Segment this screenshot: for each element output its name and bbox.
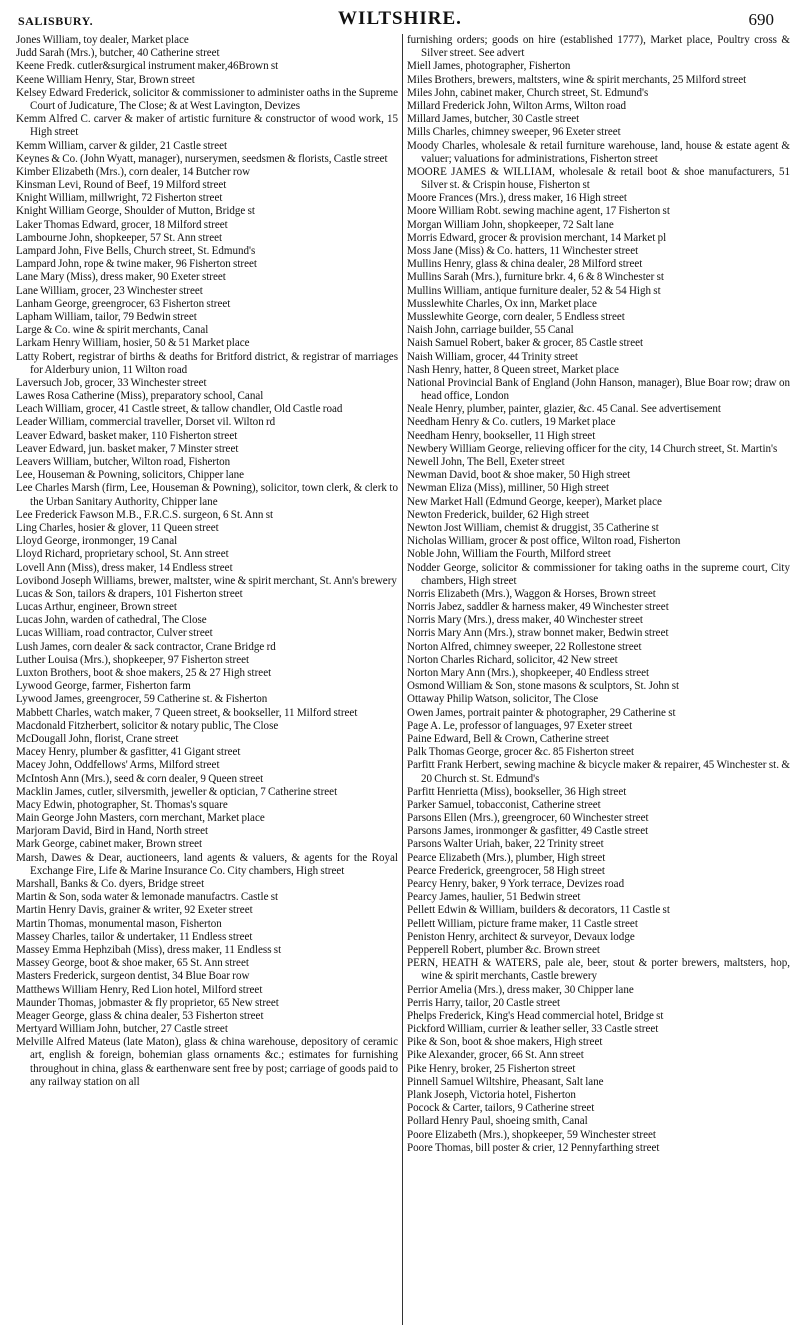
directory-entry: Lane Mary (Miss), dress maker, 90 Exeter street <box>16 271 226 284</box>
directory-entry: Mullins Sarah (Mrs.), furniture brkr. 4, 6 & 8 Winchester st <box>407 271 664 284</box>
directory-entry: Mertyard William John, butcher, 27 Castle street <box>16 1023 228 1036</box>
directory-entry: Larkam Henry William, hosier, 50 & 51 Market place <box>16 337 250 350</box>
directory-entry: Nash Henry, hatter, 8 Queen street, Market place <box>407 363 619 376</box>
directory-entry: Marjoram David, Bird in Hand, North street <box>16 825 209 838</box>
page-header <box>12 6 788 32</box>
directory-entry: Newman Eliza (Miss), milliner, 50 High street <box>407 482 610 495</box>
directory-entry: Luxton Brothers, boot & shoe makers, 25 & 27 High street <box>16 667 272 679</box>
directory-entry: Pearcy James, haulier, 51 Bedwin street <box>407 891 581 904</box>
directory-columns <box>16 34 790 1325</box>
directory-entry: Parsons James, ironmonger & gasfitter, 49 Castle street <box>407 825 649 838</box>
directory-entry: Lloyd George, ironmonger, 19 Canal <box>16 535 178 548</box>
directory-entry: Norris Jabez, saddler & harness maker, 49 Winchester street <box>407 601 669 614</box>
directory-entry: Lambourne John, shopkeeper, 57 St. Ann street <box>16 231 223 244</box>
directory-entry: Norton Alfred, chimney sweeper, 22 Rollestone street <box>407 640 642 653</box>
directory-entry: Perris Harry, tailor, 20 Castle street <box>407 996 561 1009</box>
directory-entry: Paine Edward, Bell & Crown, Catherine street <box>407 732 609 745</box>
directory-entry: Marsh, Dawes & Dear, auctioneers, land agents & valuers, & agents for the Royal Exchange Fire, Life & Marine Insurance Co. City chambers, High street <box>16 851 398 877</box>
directory-entry: Masters Frederick, surgeon dentist, 34 Blue Boar row <box>16 970 250 983</box>
directory-entry: Keene Fredk. cutler&surgical instrument maker,46Brown st <box>16 60 279 73</box>
directory-entry: Mullins William, antique furniture dealer, 52 & 54 High st <box>407 284 661 297</box>
directory-entry: Lywood James, greengrocer, 59 Catherine st. & Fisherton <box>16 693 268 706</box>
directory-entry: Matthews William Henry, Red Lion hotel, Milford street <box>16 983 263 996</box>
directory-entry: National Provincial Bank of England (John Hanson, manager), Blue Boar row; draw on head office, London <box>407 376 790 403</box>
directory-entry: Macey Henry, plumber & gasfitter, 41 Gigant street <box>16 746 241 759</box>
directory-entry: Moore William Robt. sewing machine agent, 17 Fisherton st <box>407 205 670 218</box>
directory-entry: Parker Samuel, tobacconist, Catherine street <box>407 798 601 811</box>
directory-entry: Morgan William John, shopkeeper, 72 Salt lane <box>407 218 614 231</box>
directory-entry: Meager George, glass & china dealer, 53 Fisherton street <box>16 1009 264 1022</box>
directory-entry: New Market Hall (Edmund George, keeper), Market place <box>407 495 662 508</box>
directory-entry: Lapham William, tailor, 79 Bedwin street <box>16 310 197 323</box>
directory-entry: Leaver Edward, basket maker, 110 Fisherton street <box>16 429 238 442</box>
directory-entry: Kelsey Edward Frederick, solicitor & commissioner to administer oaths in the Supreme Court of Judicature, The Close; & at West Lavington, Devizes <box>16 86 398 112</box>
directory-entry: Lovell Ann (Miss), dress maker, 14 Endless street <box>16 561 233 574</box>
directory-entry: Leaver Edward, jun. basket maker, 7 Minster street <box>16 442 239 455</box>
directory-entry: Newell John, The Bell, Exeter street <box>407 456 565 468</box>
directory-entry: Lush James, corn dealer & sack contractor, Crane Bridge rd <box>16 640 276 653</box>
directory-entry: Parfitt Henrietta (Miss), bookseller, 36 High street <box>407 785 627 798</box>
directory-entry: PERN, HEATH & WATERS, pale ale, beer, stout & porter brewers, maltsters, hop, wine & spirit merchants, Castle brewery <box>407 957 790 983</box>
directory-entry: Perrior Amelia (Mrs.), dress maker, 30 Chipper lane <box>407 983 634 996</box>
directory-entry: Needham Henry & Co. cutlers, 19 Market place <box>407 416 616 429</box>
directory-entry: Millard Frederick John, Wilton Arms, Wilton road <box>407 99 627 112</box>
directory-entry: Luther Louisa (Mrs.), shopkeeper, 97 Fisherton street <box>16 653 250 666</box>
directory-entry: Knight William, millwright, 72 Fisherton street <box>16 192 223 205</box>
directory-entry: Pearcy Henry, baker, 9 York terrace, Devizes road <box>407 878 625 890</box>
directory-entry: Lywood George, farmer, Fisherton farm <box>16 680 191 693</box>
directory-entry: Newton Jost William, chemist & druggist, 35 Catherine st <box>407 521 659 534</box>
directory-entry: Pike & Son, boot & shoe makers, High street <box>407 1036 603 1049</box>
directory-entry: Lanham George, greengrocer, 63 Fisherton street <box>16 297 231 310</box>
directory-entry: Miles John, cabinet maker, Church street, St. Edmund's <box>407 86 649 99</box>
directory-entry: Osmond William & Son, stone masons & sculptors, St. John st <box>407 680 680 693</box>
directory-entry: Newbery William George, relieving officer for the city, 14 Church street, St. Martin's <box>407 442 778 455</box>
directory-entry: Massey Charles, tailor & undertaker, 11 Endless street <box>16 930 253 943</box>
directory-entry: Large & Co. wine & spirit merchants, Canal <box>16 324 209 337</box>
directory-entry: Keynes & Co. (John Wyatt, manager), nurserymen, seedsmen & florists, Castle street <box>16 152 388 165</box>
directory-entry: Lucas John, warden of cathedral, The Close <box>16 614 207 627</box>
directory-entry: Parsons Walter Uriah, baker, 22 Trinity street <box>407 838 604 851</box>
directory-entry: Phelps Frederick, King's Head commercial hotel, Bridge st <box>407 1009 664 1022</box>
directory-entry: Pinnell Samuel Wiltshire, Pheasant, Salt lane <box>407 1075 604 1088</box>
running-head-town: SALISBURY. <box>18 14 94 28</box>
directory-entry: Ottaway Philip Watson, solicitor, The Close <box>407 693 599 706</box>
directory-entry: McIntosh Ann (Mrs.), seed & corn dealer, 9 Queen street <box>16 772 264 785</box>
directory-entry: Moss Jane (Miss) & Co. hatters, 11 Winchester street <box>407 245 639 257</box>
directory-entry: Poore Thomas, bill poster & crier, 12 Pennyfarthing street <box>407 1141 660 1154</box>
directory-entry: Musslewhite George, corn dealer, 5 Endless street <box>407 310 625 323</box>
directory-entry: Norris Mary Ann (Mrs.), straw bonnet maker, Bedwin street <box>407 627 669 640</box>
directory-entry: Main George John Masters, corn merchant, Market place <box>16 812 265 825</box>
running-head-county: WILTSHIRE. <box>338 8 462 29</box>
directory-entry: Kinsman Levi, Round of Beef, 19 Milford street <box>16 179 227 192</box>
directory-entry: Maunder Thomas, jobmaster & fly proprietor, 65 New street <box>16 996 279 1009</box>
directory-entry: Pearce Frederick, greengrocer, 58 High street <box>407 864 605 877</box>
directory-entry: Pepperell Robert, plumber &c. Brown street <box>407 943 600 956</box>
directory-entry: Lawes Rosa Catherine (Miss), preparatory school, Canal <box>16 390 264 403</box>
directory-entry: Lovibond Joseph Williams, brewer, maltster, wine & spirit merchant, St. Ann's brewery <box>16 574 397 587</box>
directory-entry: Musslewhite Charles, Ox inn, Market place <box>407 297 597 310</box>
directory-entry: Jones William, toy dealer, Market place <box>16 34 189 46</box>
directory-entry: Macdonald Fitzherbert, solicitor & notary public, The Close <box>16 719 279 732</box>
directory-entry: Pike Alexander, grocer, 66 St. Ann street <box>407 1049 584 1062</box>
directory-entry: Millard James, butcher, 30 Castle street <box>407 113 580 126</box>
directory-entry: Lucas & Son, tailors & drapers, 101 Fisherton street <box>16 587 243 600</box>
directory-entry: Pickford William, currier & leather seller, 33 Castle street <box>407 1023 659 1036</box>
directory-entry: Needham Henry, bookseller, 11 High street <box>407 429 596 442</box>
directory-entry: Noble John, William the Fourth, Milford street <box>407 548 611 561</box>
directory-entry: McDougall John, florist, Crane street <box>16 732 179 745</box>
directory-entry: Moody Charles, wholesale & retail furniture warehouse, land, house & estate agent & valuer; valuations for administrations, Fisherton street <box>407 139 790 165</box>
directory-entry: Mabbett Charles, watch maker, 7 Queen street, & bookseller, 11 Milford street <box>16 706 358 719</box>
directory-entry: Laversuch Job, grocer, 33 Winchester street <box>16 376 207 389</box>
directory-entry: Laker Thomas Edward, grocer, 18 Milford street <box>16 218 228 231</box>
directory-entry: Miles Brothers, brewers, maltsters, wine & spirit merchants, 25 Milford street <box>407 73 747 86</box>
directory-entry: Pike Henry, broker, 25 Fisherton street <box>407 1062 576 1075</box>
directory-entry: Mullins Henry, glass & china dealer, 28 Milford street <box>407 258 643 271</box>
directory-entry: Page A. Le, professor of languages, 97 Exeter street <box>407 719 633 732</box>
directory-entry: Lucas William, road contractor, Culver street <box>16 627 213 640</box>
directory-entry: Plank Joseph, Victoria hotel, Fisherton <box>407 1089 576 1101</box>
directory-entry: Pearce Elizabeth (Mrs.), plumber, High street <box>407 851 606 864</box>
directory-entry: Palk Thomas George, grocer &c. 85 Fisherton street <box>407 746 635 759</box>
directory-entry: Knight William George, Shoulder of Mutton, Bridge st <box>16 205 255 218</box>
directory-entry: Massey Emma Hephzibah (Miss), dress maker, 11 Endless st <box>16 943 282 956</box>
directory-entry: Mark George, cabinet maker, Brown street <box>16 838 203 851</box>
directory-entry: Pellett Edwin & William, builders & decorators, 11 Castle st <box>407 904 670 917</box>
directory-entry: Kemm William, carver & gilder, 21 Castle street <box>16 139 228 152</box>
directory-entry: Owen James, portrait painter & photographer, 29 Catherine st <box>407 706 676 719</box>
directory-entry: Mills Charles, chimney sweeper, 96 Exeter street <box>407 126 621 139</box>
directory-entry: Lane William, grocer, 23 Winchester street <box>16 284 203 297</box>
directory-entry: Nodder George, solicitor & commissioner for taking oaths in the supreme court, City chambers, High street <box>407 561 790 587</box>
directory-entry: Keene William Henry, Star, Brown street <box>16 73 195 86</box>
directory-entry: Neale Henry, plumber, painter, glazier, &c. 45 Canal. See advertisement <box>407 403 721 416</box>
directory-entry: Moore Frances (Mrs.), dress maker, 16 High street <box>407 192 628 205</box>
directory-entry: Newman David, boot & shoe maker, 50 High street <box>407 469 631 482</box>
right-column <box>403 34 790 1325</box>
directory-entry: Kimber Elizabeth (Mrs.), corn dealer, 14 Butcher row <box>16 165 251 178</box>
directory-entry: Naish William, grocer, 44 Trinity street <box>407 350 578 363</box>
directory-entry: Lucas Arthur, engineer, Brown street <box>16 601 177 614</box>
directory-entry: Leach William, grocer, 41 Castle street, & tallow chandler, Old Castle road <box>16 403 343 416</box>
directory-entry: Naish John, carriage builder, 55 Canal <box>407 324 574 337</box>
directory-entry: Massey George, boot & shoe maker, 65 St. Ann street <box>16 957 249 970</box>
directory-entry: Leader William, commercial traveller, Dorset vil. Wilton rd <box>16 416 276 429</box>
directory-entry: Naish Samuel Robert, baker & grocer, 85 Castle street <box>407 337 644 350</box>
directory-entry: Latty Robert, registrar of births & deaths for Britford district, & registrar of marriages for Alderbury union, 11 Wilton road <box>16 350 398 376</box>
directory-entry: Miell James, photographer, Fisherton <box>407 60 571 73</box>
directory-entry: Nicholas William, grocer & post office, Wilton road, Fisherton <box>407 535 681 548</box>
directory-entry: Leavers William, butcher, Wilton road, Fisherton <box>16 456 231 468</box>
directory-entry: Parfitt Frank Herbert, sewing machine & bicycle maker & repairer, 45 Winchester st. & 20 Church st. St. Edmund's <box>407 759 790 785</box>
directory-entry: Morris Edward, grocer & provision merchant, 14 Market pl <box>407 231 667 244</box>
directory-entry: Newton Frederick, builder, 62 High street <box>407 508 590 521</box>
directory-entry: Ling Charles, hosier & glover, 11 Queen street <box>16 521 219 534</box>
directory-entry: Norris Mary (Mrs.), dress maker, 40 Winchester street <box>407 614 643 627</box>
directory-entry: Kemm Alfred C. carver & maker of artistic furniture & constructor of wood work, 15 High street <box>16 113 398 139</box>
directory-entry: Parsons Ellen (Mrs.), greengrocer, 60 Winchester street <box>407 812 649 825</box>
directory-entry: Norris Elizabeth (Mrs.), Waggon & Horses, Brown street <box>407 587 656 600</box>
directory-entry: MOORE JAMES & WILLIAM, wholesale & retail boot & shoe manufacturers, 51 Silver st. & Crispin house, Fisherton st <box>407 165 790 192</box>
directory-entry: Macklin James, cutler, silversmith, jeweller & optician, 7 Catherine street <box>16 785 338 798</box>
directory-entry: Marshall, Banks & Co. dyers, Bridge street <box>16 878 205 890</box>
directory-entry: Judd Sarah (Mrs.), butcher, 40 Catherine street <box>16 47 220 60</box>
directory-entry: Lampard John, rope & twine maker, 96 Fisherton street <box>16 258 257 271</box>
directory-entry: Lee Charles Marsh (firm, Lee, Houseman & Powning), solicitor, town clerk, & clerk to the Urban Sanitary Authority, Chipper lane <box>16 482 398 508</box>
directory-entry: Pocock & Carter, tailors, 9 Catherine street <box>407 1102 595 1115</box>
page-number: 690 <box>748 10 774 29</box>
directory-entry: Lee Frederick Fawson M.B., F.R.C.S. surgeon, 6 St. Ann st <box>16 508 274 521</box>
directory-entry: Poore Elizabeth (Mrs.), shopkeeper, 59 Winchester street <box>407 1128 656 1141</box>
directory-entry: Pellett William, picture frame maker, 11 Castle street <box>407 917 638 930</box>
directory-entry: Lee, Houseman & Powning, solicitors, Chipper lane <box>16 469 245 482</box>
directory-entry: Martin & Son, soda water & lemonade manufactrs. Castle st <box>16 891 279 904</box>
directory-entry: Martin Henry Davis, grainer & writer, 92 Exeter street <box>16 904 253 917</box>
directory-entry: Martin Thomas, monumental mason, Fisherton <box>16 917 222 930</box>
directory-entry: Macey John, Oddfellows' Arms, Milford street <box>16 759 220 772</box>
directory-entry: Melville Alfred Mateus (late Maton), glass & china warehouse, depository of ceramic art, english & foreign, bohemian glass ornaments &c.; estimates for furnishing throughout in china, glass & earthenware sent free by post; carriage of goods paid to any railway station on all <box>16 1036 398 1088</box>
directory-entry: Norton Mary Ann (Mrs.), shopkeeper, 40 Endless street <box>407 667 650 679</box>
directory-entry: Lampard John, Five Bells, Church street, St. Edmund's <box>16 245 256 257</box>
directory-entry: Macy Edwin, photographer, St. Thomas's square <box>16 798 228 811</box>
left-column <box>16 34 403 1325</box>
directory-entry: Peniston Henry, architect & surveyor, Devaux lodge <box>407 930 635 943</box>
directory-entry: Pollard Henry Paul, shoeing smith, Canal <box>407 1115 588 1128</box>
directory-entry: Lloyd Richard, proprietary school, St. Ann street <box>16 548 229 561</box>
directory-entry: Norton Charles Richard, solicitor, 42 New street <box>407 653 618 666</box>
directory-entry: furnishing orders; goods on hire (established 1777), Market place, Poultry cross & Silver street. See advert <box>407 34 790 60</box>
